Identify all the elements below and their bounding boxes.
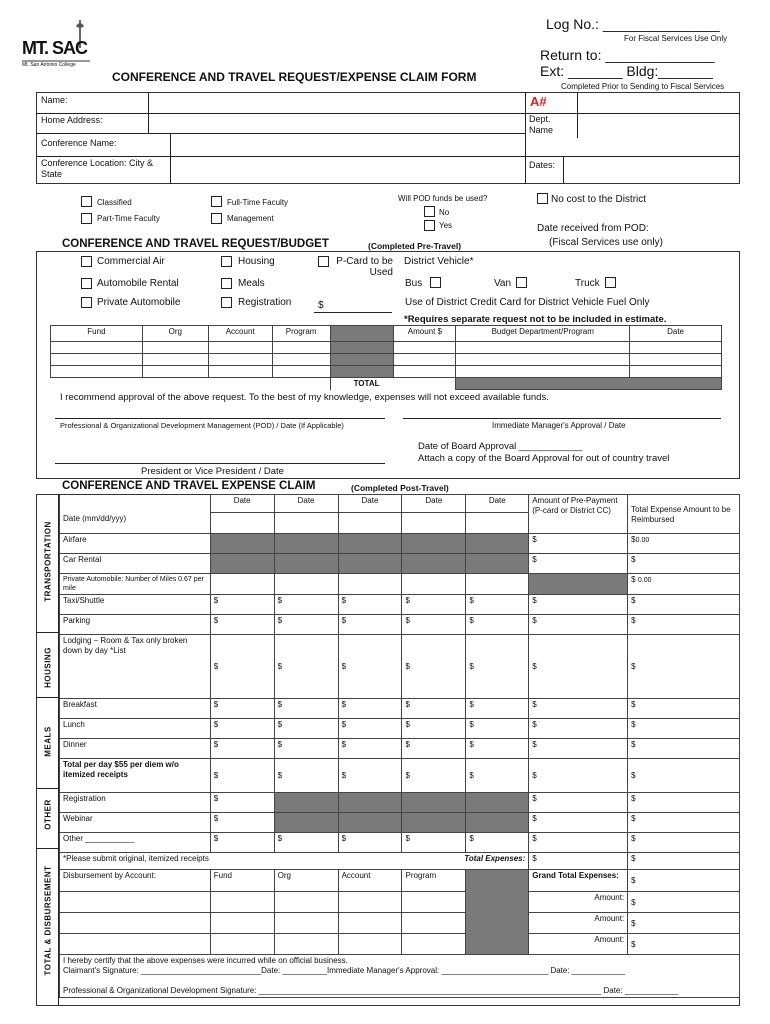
registration-checkbox[interactable] (221, 297, 232, 308)
home-address-label: Home Address: (41, 115, 103, 125)
col-amount: Amount $ (394, 326, 456, 342)
logo-text: MT. SAC (22, 38, 87, 58)
total-expenses-label: Total Expenses: (402, 853, 529, 870)
section-total-disbursement: TOTAL & DISBURSEMENT (43, 865, 53, 976)
car-rental-label: Car Rental (60, 554, 211, 574)
date-col-3: Date (338, 495, 402, 534)
total-per-day-label: Total per day $55 per diem w/o itemized receipts (60, 759, 211, 793)
estimate-dollar: $ (318, 300, 324, 311)
pod-no-label: No (439, 208, 450, 217)
date-col-2: Date (274, 495, 338, 534)
logo (22, 18, 92, 68)
pod-yes-checkbox[interactable] (424, 220, 435, 231)
no-cost-label: No cost to the District (551, 194, 647, 205)
disbursement-label: Disbursement by Account: (60, 870, 211, 892)
claimant-signature-line[interactable]: Claimant's Signature: ___________________________Date: __________Immediate Manager's Approval: ________________________ Date: ____________ (63, 966, 626, 975)
section-transportation: TRANSPORTATION (43, 521, 53, 602)
amount-label-3: Amount: (529, 934, 628, 955)
grand-total-label: Grand Total Expenses: (529, 870, 628, 892)
requires-request: *Requires separate request not to be included in estimate. (404, 314, 667, 325)
van-checkbox[interactable] (516, 277, 527, 288)
auto-rental-label: Automobile Rental (97, 278, 179, 289)
date-row-label: Date (mm/dd/yyy) (60, 513, 211, 534)
management-label: Management (227, 214, 274, 223)
budget-cell[interactable] (51, 342, 143, 354)
board-date: Date of Board Approval ____________ (418, 441, 583, 452)
amount-label-2: Amount: (529, 913, 628, 934)
date-col-1: Date (210, 495, 274, 534)
commercial-air-checkbox[interactable] (81, 256, 92, 267)
private-auto-row-label: Private Automobile: Number of Miles 0.67 per mile (60, 574, 211, 595)
registration-label: Registration (238, 297, 292, 308)
col-budget-dept: Budget Department/Program (456, 326, 630, 342)
date-col-5: Date (466, 495, 529, 534)
taxi-label: Taxi/Shuttle (60, 595, 211, 615)
completed-prior: Completed Prior to Sending to Fiscal Services (561, 82, 725, 91)
lunch-label: Lunch (60, 719, 211, 739)
disb-fund: Fund (210, 870, 274, 892)
classified-checkbox[interactable] (81, 196, 92, 207)
request-title: CONFERENCE AND TRAVEL REQUEST/BUDGET (62, 238, 329, 250)
dinner-label: Dinner (60, 739, 211, 759)
prepay-col: Amount of Pre-Payment (P-card or District CC) (529, 495, 628, 534)
section-meals-label: MEALS (43, 726, 53, 757)
classified-label: Classified (97, 198, 132, 207)
van-label: Van (494, 278, 512, 289)
private-auto-checkbox[interactable] (81, 297, 92, 308)
request-subtitle: (Completed Pre-Travel) (368, 241, 462, 251)
meals-label: Meals (238, 278, 265, 289)
a-number-label: A# (530, 94, 547, 109)
logo-subtext: Mt. San Antonio College (22, 62, 76, 68)
form-title: CONFERENCE AND TRAVEL REQUEST/EXPENSE CLAIM FORM (112, 70, 477, 84)
breakfast-label: Breakfast (60, 699, 211, 719)
date-col-4: Date (402, 495, 466, 534)
conference-name-input[interactable] (172, 135, 524, 155)
recommend-text: I recommend approval of the above request. To the best of my knowledge, expenses will not exceed available funds. (60, 392, 549, 403)
section-housing: HOUSING (43, 647, 53, 688)
webinar-label: Webinar (60, 813, 211, 833)
ext-bldg: Ext: _______ Bldg:_______ (540, 63, 713, 79)
credit-card-label: Use of District Credit Card for District Vehicle Fuel Only (405, 297, 650, 308)
management-checkbox[interactable] (211, 213, 222, 224)
col-account: Account (208, 326, 272, 342)
claim-subtitle: (Completed Post-Travel) (351, 483, 449, 493)
pcard-checkbox[interactable] (318, 256, 329, 267)
auto-rental-checkbox[interactable] (81, 278, 92, 289)
fulltime-checkbox[interactable] (211, 196, 222, 207)
expense-rows: Date (mm/dd/yyy) Airfare $ $0.00 Car Rental $ $ Private Automobile: Number of Miles 0.67 per mile $ 0.00 Taxi/Shuttle $ $ $ $ $ $ $ Parking $ $ $ $ $ $ $ Lodging – Room & Tax only broken down by day *List $ $ $ $ $ $ $ Breakfast $ $ $ $ $ $ $ Lunch $ $ $ $ $ $ $ Dinner $ $ $ $ $ $ $ Total per day $55 per diem w/o itemized receipts $ $ $ $ $ $ $ Registration $ $ $ Webinar $ $ $ Other ___________ $ $ $ $ $ $ $ *Please submit original, itemized receipts Total Expenses: $ $ Disbursement by Account: Fund Org Account Program Grand Total Expenses: $ Amount: $ Amount: $ Amount: $ I hereby certify that the above expenses were incurred while on official business. Claimant's Signature: ___________________________Date: __________Immediate Manager's Approval: ________________________ Date: ____________ Professional & Organizational Development Signature: _____________________________________________________________________________ Date: ____________ (59, 512, 740, 998)
log-no: Log No.: _______________ (546, 16, 720, 32)
conference-name-label: Conference Name: (41, 138, 117, 148)
pcard-label: P-Card to be Used (336, 256, 393, 278)
pod-yes-label: Yes (439, 221, 453, 230)
meals-checkbox[interactable] (221, 278, 232, 289)
no-cost-checkbox[interactable] (537, 193, 548, 204)
amount-label-1: Amount: (529, 892, 628, 913)
col-date: Date (630, 326, 722, 342)
registration-row-label: Registration (60, 793, 211, 813)
manager-signature-label: Immediate Manager's Approval / Date (492, 421, 626, 430)
disb-org: Org (274, 870, 338, 892)
disb-account: Account (338, 870, 402, 892)
parking-label: Parking (60, 615, 211, 635)
claim-title: CONFERENCE AND TRAVEL EXPENSE CLAIM (62, 480, 316, 492)
housing-checkbox[interactable] (221, 256, 232, 267)
board-attach: Attach a copy of the Board Approval for out of country travel (418, 453, 670, 464)
disb-program: Program (402, 870, 466, 892)
parttime-checkbox[interactable] (81, 213, 92, 224)
submit-note: *Please submit original, itemized receipts (60, 853, 402, 870)
other-label: Other ___________ (60, 833, 211, 853)
truck-label: Truck (575, 278, 600, 289)
dept-name-label: Dept. Name (529, 114, 554, 135)
total-col: Total Expense Amount to be Reimbursed (628, 495, 740, 534)
dates-label: Dates: (529, 160, 556, 170)
president-signature-label: President or Vice President / Date (141, 466, 284, 477)
conference-location-label: Conference Location: City & State (41, 158, 154, 179)
return-to: Return to: ______________ (540, 47, 715, 63)
bus-checkbox[interactable] (430, 277, 441, 288)
pod-signature-line[interactable]: Professional & Organizational Development Signature: _____________________________________________________________________________ Date: ____________ (63, 986, 679, 995)
pod-no-checkbox[interactable] (424, 206, 435, 217)
dept-name-input[interactable] (579, 115, 738, 135)
name-input[interactable] (150, 94, 523, 112)
lodging-label: Lodging – Room & Tax only broken down by day *List (60, 635, 211, 699)
col-org: Org (142, 326, 208, 342)
truck-checkbox[interactable] (605, 277, 616, 288)
parttime-label: Part-Time Faculty (97, 214, 160, 223)
commercial-air-label: Commercial Air (97, 256, 165, 267)
pod-signature-label: Professional & Organizational Development Management (POD) / Date (If Applicable) (60, 421, 344, 430)
airfare-label: Airfare (60, 534, 211, 554)
dates-input[interactable] (565, 158, 738, 182)
district-vehicle-label: District Vehicle* (404, 256, 474, 267)
col-program: Program (272, 326, 330, 342)
housing-label: Housing (238, 256, 275, 267)
section-other: OTHER (43, 799, 53, 830)
home-address-input[interactable] (150, 115, 523, 132)
name-label: Name: (41, 95, 68, 105)
fiscal-note: For Fiscal Services Use Only (624, 34, 728, 43)
pod-question: Will POD funds be used? (398, 194, 488, 203)
fiscal-use-label: (Fiscal Services use only) (549, 237, 663, 248)
private-auto-label: Private Automobile (97, 297, 181, 308)
col-fund: Fund (51, 326, 143, 342)
conference-location-input[interactable] (172, 158, 524, 182)
date-received-label: Date received from POD: (537, 223, 649, 234)
budget-table (50, 325, 722, 390)
fulltime-label: Full-Time Faculty (227, 198, 289, 207)
total-label: TOTAL (353, 379, 380, 388)
bus-label: Bus (405, 278, 423, 289)
a-number-input[interactable] (579, 94, 738, 112)
certify-text: I hereby certify that the above expenses were incurred while on official business. (63, 956, 348, 965)
